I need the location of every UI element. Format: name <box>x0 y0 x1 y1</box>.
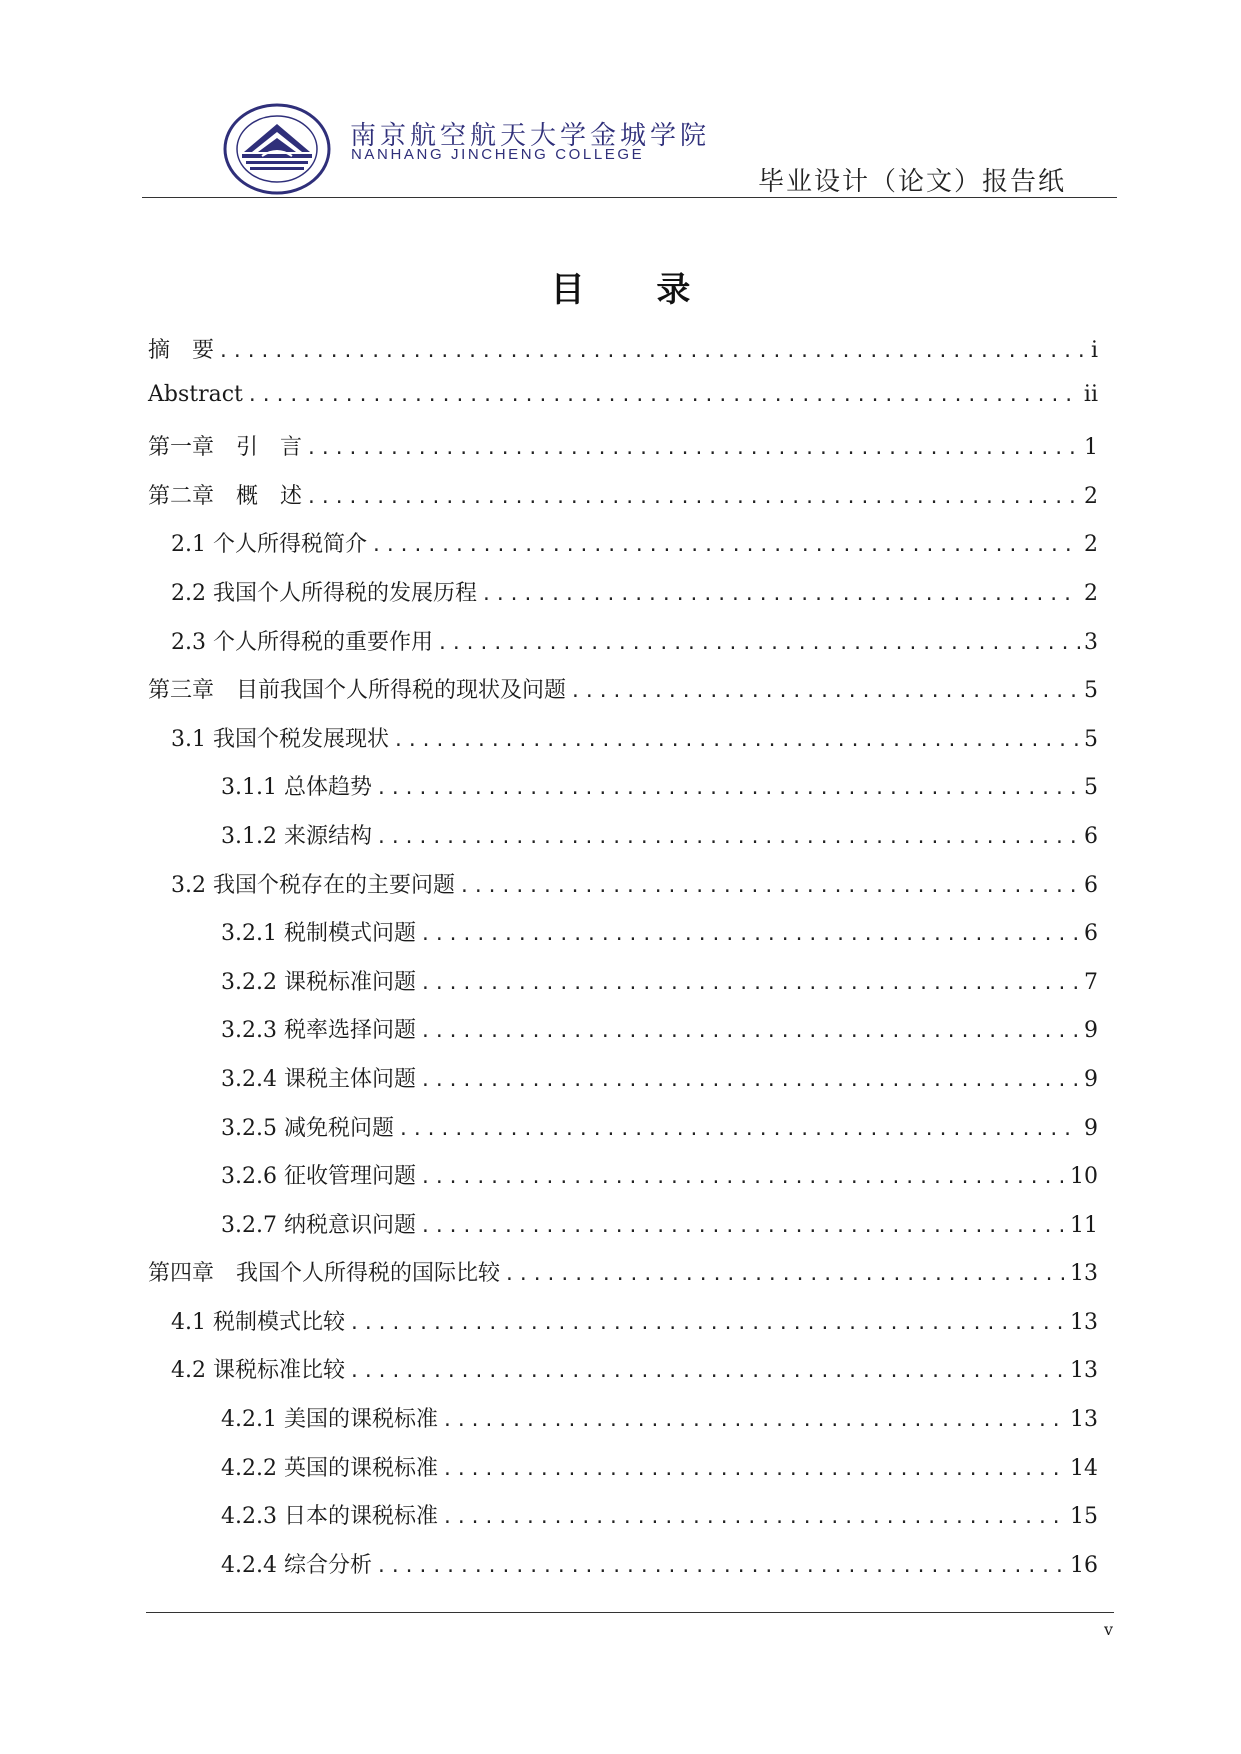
toc-dot-leader <box>376 778 1080 799</box>
toc-dot-leader <box>376 1556 1066 1577</box>
toc-entry-label: 4.2.4 综合分析 <box>221 1552 372 1578</box>
toc-entry-page: 13 <box>1070 1407 1098 1433</box>
toc-entry-page: 5 <box>1084 775 1098 801</box>
toc-dot-leader <box>376 827 1080 848</box>
college-logo-icon <box>222 102 332 196</box>
report-title: 毕业设计（论文）报告纸 <box>757 167 1066 197</box>
toc-entry[interactable] <box>148 527 1098 576</box>
toc-entry-page: 6 <box>1084 921 1098 947</box>
toc-entry-page: 11 <box>1070 1212 1098 1238</box>
toc-dot-leader <box>306 438 1080 459</box>
toc-dot-leader <box>420 1167 1066 1188</box>
toc-entry-label: 3.2.1 税制模式问题 <box>221 921 416 947</box>
toc-dot-leader <box>218 341 1087 362</box>
toc-entry[interactable] <box>148 625 1098 674</box>
toc-entry[interactable] <box>148 1159 1098 1208</box>
toc-entry-page: 9 <box>1084 1018 1098 1044</box>
toc-entry-label: 2.3 个人所得税的重要作用 <box>171 629 433 655</box>
toc-entry-page: 2 <box>1084 532 1098 558</box>
toc-entry-label: 3.2.4 课税主体问题 <box>221 1066 416 1092</box>
toc-entry-page: 2 <box>1084 483 1098 509</box>
toc-entry-label: 3.2.2 课税标准问题 <box>221 969 416 995</box>
toc-entry-page: 13 <box>1070 1309 1098 1335</box>
toc-entry[interactable] <box>148 819 1098 868</box>
toc-entry-label: 3.1 我国个税发展现状 <box>171 726 389 752</box>
toc-entry-label: 第四章 我国个人所得税的国际比较 <box>148 1261 501 1287</box>
toc-entry-page: 3 <box>1084 629 1098 655</box>
toc-entry-page: 5 <box>1084 726 1098 752</box>
toc-entry[interactable] <box>148 1256 1098 1305</box>
toc-entry-label: 3.1.1 总体趋势 <box>221 775 372 801</box>
toc-dot-leader <box>349 1361 1066 1382</box>
page-header <box>0 0 1241 205</box>
toc-entry-label: 3.2.5 减免税问题 <box>221 1115 394 1141</box>
toc-entry-label: 3.2.3 税率选择问题 <box>221 1018 416 1044</box>
toc-entry-label: 4.2.2 英国的课税标准 <box>221 1455 438 1481</box>
toc-entry-page: ii <box>1083 381 1098 407</box>
toc-entry-label: 第三章 目前我国个人所得税的现状及问题 <box>148 678 567 704</box>
toc-entry-page: 13 <box>1070 1261 1098 1287</box>
toc-entry[interactable] <box>148 868 1098 917</box>
toc-dot-leader <box>420 1021 1080 1042</box>
toc-entry[interactable] <box>148 430 1098 479</box>
toc-entry-page: 6 <box>1084 823 1098 849</box>
toc-entry[interactable] <box>148 673 1098 722</box>
toc-entry-label: 3.2 我国个税存在的主要问题 <box>171 872 455 898</box>
toc-entry[interactable] <box>148 1451 1098 1500</box>
toc-entry[interactable] <box>148 576 1098 625</box>
toc-entry[interactable] <box>148 1062 1098 1111</box>
toc-entry[interactable] <box>148 722 1098 771</box>
college-name-cn: 南京航空航天大学金城学院 <box>350 121 711 151</box>
toc-dot-leader <box>437 633 1080 654</box>
toc-entry[interactable] <box>148 916 1098 965</box>
toc-entry-page: 2 <box>1084 580 1098 606</box>
toc-entry[interactable] <box>148 1499 1098 1548</box>
toc-entry-page: 14 <box>1070 1455 1098 1481</box>
toc-entry-label: 4.2 课税标准比较 <box>171 1358 345 1384</box>
toc-dot-leader <box>442 1507 1066 1528</box>
toc-entry-label: 摘 要 <box>148 338 215 363</box>
toc-entry-label: Abstract <box>148 381 243 407</box>
toc-dot-leader <box>420 1070 1080 1091</box>
toc-dot-leader <box>504 1264 1066 1285</box>
toc-title: 目 录 <box>550 270 721 310</box>
toc-entry-label: 4.2.1 美国的课税标准 <box>221 1407 438 1433</box>
toc-entry[interactable] <box>148 333 1098 382</box>
toc-entry-label: 2.2 我国个人所得税的发展历程 <box>171 580 477 606</box>
toc-entry-page: 1 <box>1084 435 1098 461</box>
toc-entry[interactable] <box>148 1353 1098 1402</box>
toc-entry-label: 4.2.3 日本的课税标准 <box>221 1504 438 1530</box>
toc-entry[interactable] <box>148 479 1098 528</box>
toc-dot-leader <box>306 487 1080 508</box>
toc-entry-page: 10 <box>1070 1164 1098 1190</box>
toc-dot-leader <box>371 535 1080 556</box>
toc-entry-page: 13 <box>1070 1358 1098 1384</box>
toc-entry-label: 3.2.7 纳税意识问题 <box>221 1212 416 1238</box>
toc-entry[interactable] <box>148 1305 1098 1354</box>
toc-entry-label: 3.1.2 来源结构 <box>221 823 372 849</box>
toc-dot-leader <box>393 730 1080 751</box>
header-divider <box>142 197 1117 198</box>
toc-entry-label: 第一章 引 言 <box>148 435 303 461</box>
toc-dot-leader <box>570 681 1080 702</box>
footer-divider <box>146 1612 1114 1613</box>
page-number: v <box>1103 1620 1113 1639</box>
toc-dot-leader <box>349 1313 1066 1334</box>
toc-entry[interactable] <box>148 382 1098 431</box>
toc-entry[interactable] <box>148 965 1098 1014</box>
toc-entry-page: 16 <box>1070 1552 1098 1578</box>
toc-dot-leader <box>481 584 1080 605</box>
toc-entry[interactable] <box>148 770 1098 819</box>
toc-entry-label: 3.2.6 征收管理问题 <box>221 1164 416 1190</box>
toc-dot-leader <box>442 1410 1066 1431</box>
toc-entry-page: 6 <box>1084 872 1098 898</box>
toc-entry-label: 4.1 税制模式比较 <box>171 1309 345 1335</box>
toc-entry-page: 15 <box>1070 1504 1098 1530</box>
toc-dot-leader <box>442 1459 1066 1480</box>
toc-dot-leader <box>420 924 1080 945</box>
toc-dot-leader <box>247 385 1080 406</box>
toc-entry-label: 2.1 个人所得税简介 <box>171 532 367 558</box>
toc-entry[interactable] <box>148 1013 1098 1062</box>
toc-entry-page: i <box>1090 338 1098 363</box>
toc-dot-leader <box>420 973 1080 994</box>
toc-entry[interactable] <box>148 1111 1098 1160</box>
toc-entry[interactable] <box>148 1208 1098 1257</box>
toc-entry-page: 7 <box>1084 969 1098 995</box>
toc-dot-leader <box>420 1216 1066 1237</box>
toc-entry-page: 9 <box>1084 1115 1098 1141</box>
toc-entry[interactable] <box>148 1402 1098 1451</box>
toc-dot-leader <box>398 1119 1080 1140</box>
toc-entry-label: 第二章 概 述 <box>148 483 303 509</box>
toc-entry-page: 5 <box>1084 678 1098 704</box>
college-name-en: NANHANG JINCHENG COLLEGE <box>351 146 645 163</box>
table-of-contents <box>148 333 1098 1596</box>
toc-entry-page: 9 <box>1084 1066 1098 1092</box>
toc-dot-leader <box>459 876 1080 897</box>
toc-entry[interactable] <box>148 1548 1098 1597</box>
